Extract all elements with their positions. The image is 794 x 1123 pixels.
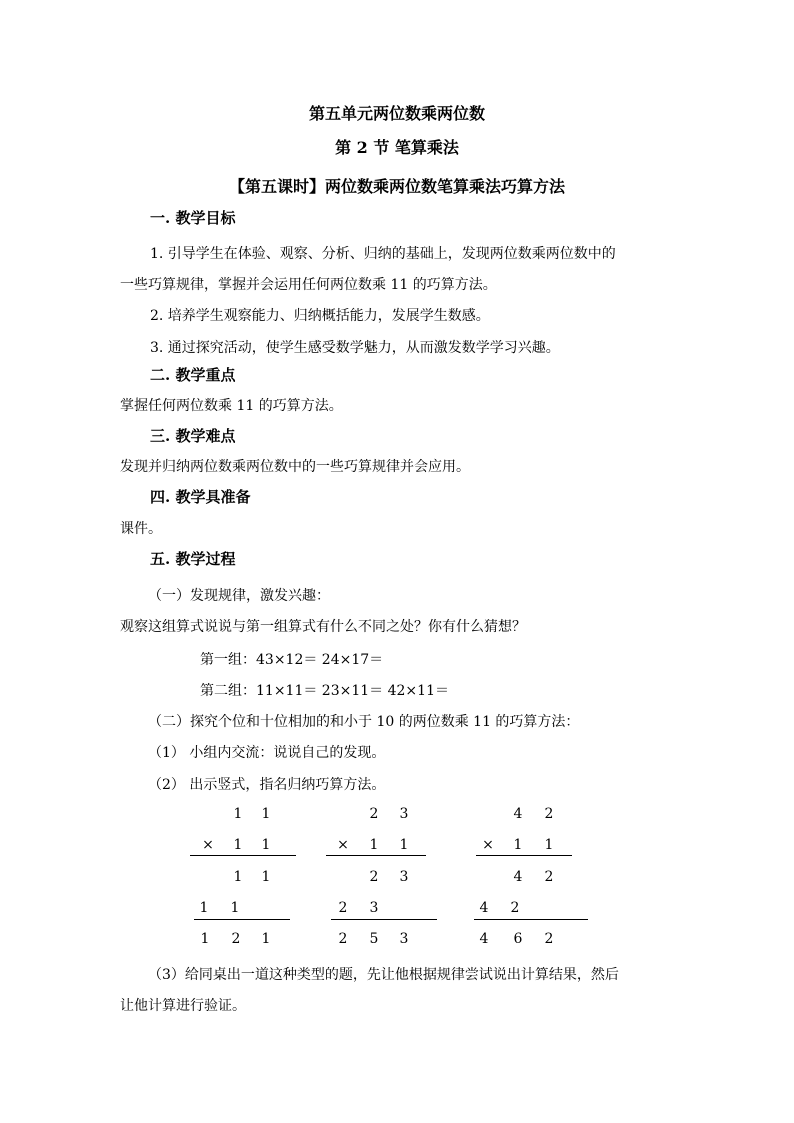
partial2-digit: 2: [338, 900, 348, 916]
calc-rule: [474, 919, 588, 920]
partial2-digit: 1: [199, 900, 209, 916]
calc-rule: [326, 855, 426, 856]
multiplicand-digit: 3: [399, 806, 409, 822]
multiplier-digit: 1: [399, 837, 409, 853]
step2: （二）探究个位和十位相加的和小于 10 的两位数乘 11 的巧算方法：: [148, 714, 580, 730]
multiplier-digit: 1: [233, 837, 243, 853]
multiplier-digit: 1: [261, 837, 271, 853]
result-digit: 5: [369, 931, 379, 947]
group2: 第二组：11×11＝ 23×11＝ 42×11＝: [200, 683, 449, 699]
sub2: （2） 出示竖式，指名归纳巧算方法。: [148, 777, 386, 793]
result-digit: 1: [200, 931, 210, 947]
sub3-line1: （3）给同桌出一道这种类型的题，先让他根据规律尝试说出计算结果，然后: [148, 967, 619, 983]
sub3-line2: 让他计算进行验证。: [120, 998, 246, 1014]
difficulty-text: 发现并归纳两位数乘两位数中的一些巧算规律并会应用。: [120, 459, 470, 475]
calc-rule: [190, 855, 296, 856]
sub1: （1） 小组内交流：说说自己的发现。: [148, 745, 386, 761]
partial1-digit: 1: [261, 869, 271, 885]
multiplier-digit: 1: [544, 837, 554, 853]
calc-rule: [194, 919, 290, 920]
step1: （一）发现规律，激发兴趣：: [148, 588, 330, 604]
multiplicand-digit: 2: [369, 806, 379, 822]
goal1-line2: 一些巧算规律，掌握并会运用任何两位数乘 11 的巧算方法。: [120, 277, 497, 293]
result-digit: 4: [479, 931, 489, 947]
times-sign: ×: [482, 837, 494, 853]
multiplicand-digit: 4: [513, 806, 523, 822]
lesson-title: 【第五课时】两位数乘两位数笔算乘法巧算方法: [228, 177, 565, 196]
goals-heading: 一. 教学目标: [150, 209, 236, 227]
unit-title: 第五单元两位数乘两位数: [308, 104, 485, 123]
partial1-digit: 1: [233, 869, 243, 885]
times-sign: ×: [337, 837, 349, 853]
difficulty-heading: 三. 教学难点: [150, 427, 236, 445]
multiplier-digit: 1: [369, 837, 379, 853]
goal2: 2. 培养学生观察能力、归纳概括能力，发展学生数感。: [150, 308, 490, 324]
observe-question: 观察这组算式说说与第一组算式有什么不同之处？你有什么猜想？: [120, 619, 526, 635]
key-text: 掌握任何两位数乘 11 的巧算方法。: [120, 398, 343, 414]
tools-heading: 四. 教学具准备: [150, 488, 251, 506]
multiplier-digit: 1: [513, 837, 523, 853]
result-digit: 2: [231, 931, 241, 947]
partial2-digit: 4: [479, 900, 489, 916]
times-sign: ×: [202, 837, 214, 853]
key-heading: 二. 教学重点: [150, 366, 236, 384]
result-digit: 1: [261, 931, 271, 947]
partial1-digit: 2: [369, 869, 379, 885]
process-heading: 五. 教学过程: [150, 550, 236, 568]
calc-rule: [476, 855, 572, 856]
section-title: 第 2 节 笔算乘法: [335, 138, 459, 157]
result-digit: 6: [513, 931, 523, 947]
group1: 第一组：43×12＝ 24×17＝: [200, 652, 384, 668]
calc-rule: [331, 919, 437, 920]
result-digit: 2: [338, 931, 348, 947]
result-digit: 2: [544, 931, 554, 947]
partial2-digit: 3: [369, 900, 379, 916]
result-digit: 3: [399, 931, 409, 947]
multiplicand-digit: 1: [261, 806, 271, 822]
partial1-digit: 2: [544, 869, 554, 885]
multiplicand-digit: 2: [544, 806, 554, 822]
partial1-digit: 4: [513, 869, 523, 885]
partial2-digit: 1: [230, 900, 240, 916]
goal1-line1: 1. 引导学生在体验、观察、分析、归纳的基础上，发现两位数乘两位数中的: [150, 246, 616, 262]
partial1-digit: 3: [399, 869, 409, 885]
partial2-digit: 2: [510, 900, 520, 916]
goal3: 3. 通过探究活动，使学生感受数学魅力，从而激发数学学习兴趣。: [150, 340, 560, 356]
tools-text: 课件。: [120, 521, 162, 537]
multiplicand-digit: 1: [233, 806, 243, 822]
